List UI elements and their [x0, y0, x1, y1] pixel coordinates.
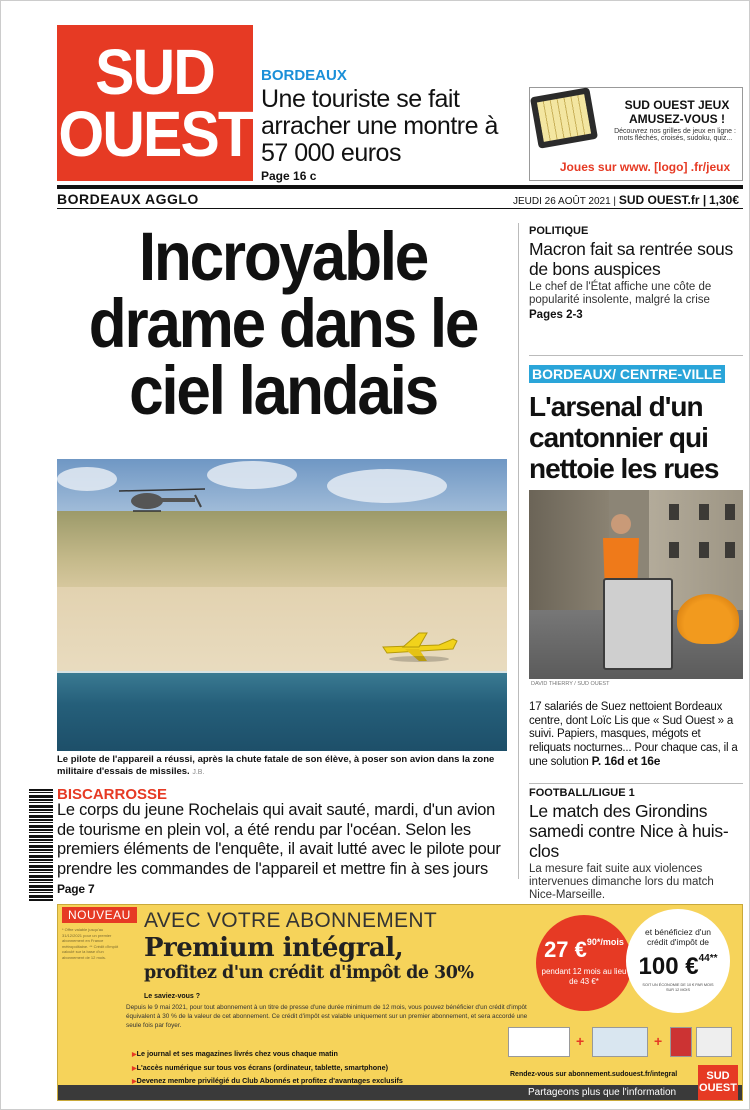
politique-kicker: POLITIQUE — [529, 225, 589, 237]
bordeaux-title[interactable]: L'arsenal d'un cantonnier qui nettoie les rues — [529, 391, 719, 484]
issue-date: JEUDI 26 AOÛT 2021 | — [513, 196, 617, 207]
photo-sea — [57, 673, 507, 751]
ad-mini-logo: SUD OUEST — [698, 1065, 738, 1101]
teaser-page: Page 16 c — [261, 169, 317, 183]
bordeaux-body-text: 17 salariés de Suez nettoient Bordeaux centre, dont Loïc Lis que « Sud Ouest » a suivi. Papiers, masques, mégots et reliquats nocturnes... Pour chaque cas, il a une solution — [529, 701, 738, 768]
ad-bullets — [132, 1048, 552, 1089]
tablet-icon — [530, 87, 598, 149]
helmet-icon — [677, 594, 739, 644]
cantonnier-photo[interactable] — [529, 490, 743, 679]
site-name: SUD OUEST.fr | — [618, 193, 707, 207]
saviez-text: Depuis le 9 mai 2021, pour tout abonnement à un titre de presse d'une durée minimum de 12 mois, vous pouvez bénéficier d'un crédit d'impôt équivalent à 30 % de la valeur de cet abonnement. Ce crédit d'impôt est valable uniquement sur un premier abonnement, et sera accordé une seule fois par foyer. — [126, 1004, 528, 1029]
teaser-title: Une touriste se fait arracher une montre à 57 000 euros — [261, 85, 498, 167]
ad-slogan: Partageons plus que l'information — [528, 1087, 677, 1098]
top-teaser[interactable] — [261, 67, 521, 183]
ad-bullet: ▶ Le journal et ses magazines livrés chez vous chaque matin — [132, 1048, 552, 1062]
ad-footer — [58, 1085, 743, 1101]
right-separator-2 — [529, 783, 743, 784]
price-value: 27 €$^{90*/mois}$ — [544, 937, 624, 962]
barcode-text — [31, 791, 41, 901]
ad-line-1: AVEC VOTRE ABONNEMENT — [144, 909, 437, 932]
credit-text: et bénéficiez d'un crédit d'impôt de — [645, 927, 711, 947]
politique-page: Pages 2-3 — [529, 309, 583, 321]
ad-line-3: profitez d'un crédit d'impôt de 30% — [144, 963, 474, 983]
main-headline[interactable]: Incroyable drame dans le ciel landais — [88, 218, 478, 429]
price-detail: pendant 12 mois au lieu de 43 €* — [541, 967, 627, 986]
ad-bullet: ▶ L'accès numérique sur tous vos écrans (ordinateur, tablette, smartphone) — [132, 1062, 552, 1076]
article-football[interactable] — [529, 787, 743, 916]
product-images: + + — [508, 1027, 734, 1061]
games-text: Découvrez nos grilles de jeux en ligne : mots fléchés, croisés, sudoku, quiz... — [614, 128, 736, 142]
credit-amount: 100 €$^{44**}$ — [638, 953, 718, 980]
politique-title: Macron fait sa rentrée sous de bons auspices — [529, 239, 733, 279]
logo-line-2: OUEST — [58, 98, 252, 170]
price-circle — [536, 915, 632, 1011]
ad-url[interactable]: Rendez-vous sur abonnement.sudouest.fr/integral — [510, 1071, 678, 1078]
games-title: SUD OUEST JEUX AMUSEZ-VOUS ! — [624, 98, 730, 126]
lead-kicker: BISCARROSSE — [57, 786, 168, 803]
games-cta: Joues sur www. [logo] .fr/jeux — [559, 160, 731, 174]
lead-page: Page 7 — [57, 882, 95, 896]
band-rule — [57, 208, 743, 209]
caption-text: Le pilote de l'appareil a réussi, après la chute fatale de son élève, à poser son avion dans la zone militaire d'essais de missiles. — [57, 754, 495, 777]
article-politique[interactable] — [529, 225, 743, 321]
new-badge: NOUVEAU — [62, 907, 137, 923]
photo-dune — [57, 511, 507, 591]
ad-bullet: ▶ Devenez membre privilégié du Club Abonnés et profitez d'avantages exclusifs — [132, 1075, 552, 1089]
teaser-kicker: BORDEAUX — [261, 67, 347, 84]
issue-price: 1,30€ — [708, 193, 739, 207]
subscription-ad[interactable] — [57, 904, 743, 1101]
football-kicker: FOOTBALL/LIGUE 1 — [529, 787, 635, 799]
ad-fineprint: * Offre valable jusqu'au 31/12/2021 pour un premier abonnement en France métropolitaine. ** Crédit d'impôt calculé sur la base d'un abonnement de 12 mois. — [62, 927, 119, 960]
bordeaux-body — [529, 701, 743, 770]
edition-name: BORDEAUX AGGLO — [57, 191, 199, 207]
football-title: Le match des Girondins samedi contre Nice à huis-clos — [529, 801, 729, 861]
games-promo-box[interactable] — [529, 87, 743, 181]
tax-credit-circle — [626, 909, 730, 1013]
politique-sub: Le chef de l'État affiche une côte de popularité insolente, malgré la crise — [529, 281, 712, 306]
cleaning-cart — [603, 578, 673, 670]
right-separator — [529, 355, 743, 356]
ad-line-2: Premium intégral, — [144, 933, 404, 963]
credit-fine: SOIT UN ÉCONOMIE DE 10 € PAR MOIS SUR 12 MOIS — [642, 983, 714, 992]
saviez-title: Le saviez-vous ? — [144, 993, 201, 1000]
masthead-rule — [57, 185, 743, 189]
caption-credit: J.B. — [192, 769, 205, 776]
lead-body[interactable] — [57, 801, 511, 900]
bordeaux-kicker: BORDEAUX/ CENTRE-VILLE — [529, 365, 725, 383]
lead-body-text: Le corps du jeune Rochelais qui avait sauté, mardi, d'un avion de tourisme en plein vol, a été rendu par l'océan. Selon les premiers éléments de l'enquête, il avait lutté avec le pilote pour prendre les commandes de l'appareil et mettre fin à ses jours — [57, 801, 501, 878]
date-price-line — [513, 193, 739, 207]
bordeaux-page: P. 16d et 16e — [591, 754, 661, 768]
yellow-plane-icon — [379, 631, 461, 663]
main-photo[interactable] — [57, 459, 507, 751]
photo-caption — [57, 754, 509, 779]
football-sub: La mesure fait suite aux violences intervenues dimanche lors du match Nice-Marseille. — [529, 863, 714, 901]
helicopter-icon — [117, 485, 207, 515]
column-divider — [518, 223, 519, 879]
photo-credit: DAVID THIERRY / SUD OUEST — [531, 681, 610, 687]
sud-ouest-logo[interactable] — [57, 25, 253, 181]
logo-line-1: SUD — [95, 36, 215, 108]
